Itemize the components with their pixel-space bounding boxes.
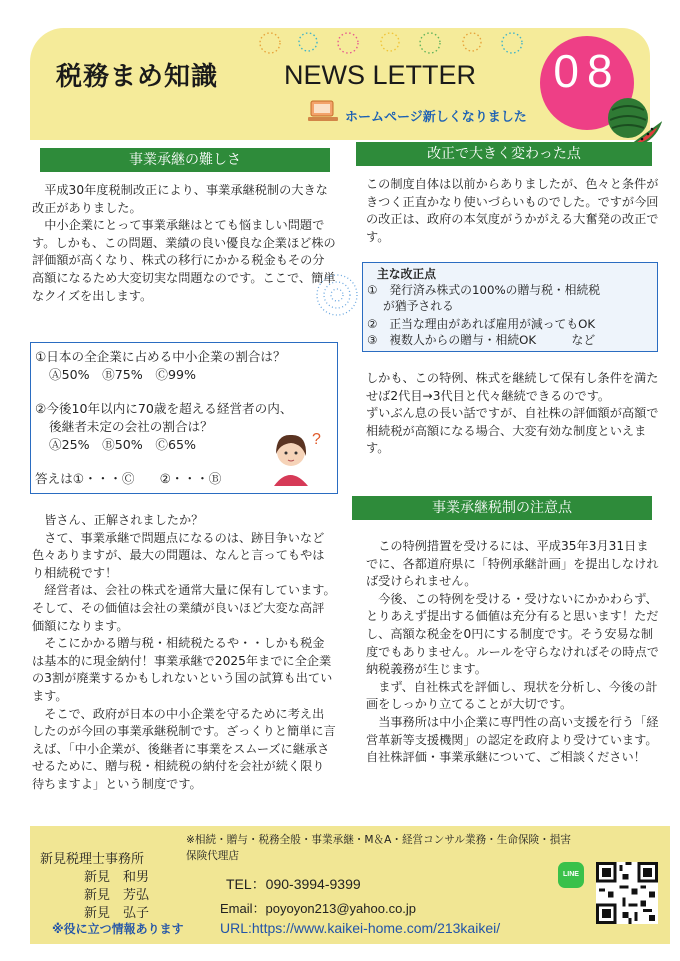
key-change-item-3: ③ 複数人からの贈与・相続OK など — [367, 333, 596, 347]
left-paragraph: さて、事業承継で問題点になるのは、跡目争いなど色々ありますが、最大の問題は、なんと言ってもやはり相続税です！ — [32, 530, 325, 580]
newsletter-title: 税務まめ知識 — [56, 62, 219, 92]
right-paragraph: この制度自体は以前からありましたが、色々と条件がきつく正直かなり使いづらいものでした。ですが今回の改正は、政府の本気度がうかがえる大奮発の改正です。 — [366, 177, 659, 244]
right-paragraph: まず、自社株式を評価し、現状を分析し、今後の計画をしっかり立てることが大切です。 — [366, 679, 658, 712]
fireworks-decoration — [250, 30, 540, 56]
notes-text — [366, 538, 660, 767]
section-heading-changes: 改正で大きく変わった点 — [356, 142, 652, 166]
intro-paragraph: 中小企業にとって事業承継はとても悩ましい問題です。しかも、この問題、業績の良い優良な企業ほど株の評価額が高くなり、株式の移行にかかる税金もその分高額になるため大変切実な問題なのです。ここで、簡単なクイズを出します。 — [32, 218, 336, 303]
key-change-item-2: ② 正当な理由があれば雇用が減ってもOK — [367, 317, 596, 331]
intro-text — [32, 182, 336, 305]
quiz-question-1: ①日本の全企業に占める中小企業の割合は？ — [35, 349, 286, 364]
website-link[interactable]: URL:https://www.kaikei-home.com/213kaikei/ — [220, 920, 501, 936]
qr-code — [596, 862, 658, 924]
services-list-cont: 保険代理店 — [186, 850, 239, 862]
fireworks-decoration — [312, 270, 362, 320]
right-paragraph: 今後、この特例を受ける・受けないにかかわらず、とりあえず提出する価値は充分有ると思います！ただし、高額な税金を0円にする制度です。そう安易な制度でもありません。ルールを守らなければその時点で納税義務が生じます。 — [366, 591, 659, 677]
office-name: 新見税理士事務所 — [40, 852, 145, 867]
key-changes-heading: 主な改正点 — [377, 267, 436, 281]
left-paragraph: そこにかかる贈与税・相続税たるや・・しかも税金は基本的に現金納付！事業承継で2025年までに全企業の3割が廃業するかもしれないという国の試算も出ています。 — [32, 636, 333, 703]
right-paragraph: ずいぶん息の長い話ですが、自社株の評価額が高額で相続税が高額になる場合、大変有効な制度といえます。 — [366, 406, 659, 456]
right-paragraph: 当事務所は中小企業に専門性の高い支援を行う「経営革新等支援機関」の認定を政府より受けています。自社株評価・事業承継について、ご相談ください！ — [366, 714, 659, 765]
left-paragraph: 経営者は、会社の株式を通常大量に保有しています。そして、その価値は会社の業績が良いほど大変な高評価額になります。 — [32, 583, 336, 633]
left-paragraph: 皆さん、正解されましたか？ — [44, 513, 204, 527]
main-text-left — [32, 512, 336, 794]
right-paragraph: しかも、この特例、株式を継続して保有し条件を満たせば2代目→3代目と代々継続できるのです。 — [366, 371, 659, 403]
section-heading-notes: 事業承継税制の注意点 — [352, 496, 652, 520]
quiz-options-2: Ⓐ25% Ⓑ50% Ⓒ65% — [49, 437, 196, 452]
services-list: ※相続・贈与・税務全般・事業承継・M＆A・経営コンサル業務・生命保険・損害 — [186, 834, 571, 846]
tagline: ※役に立つ情報あります — [52, 922, 184, 936]
watermelon-icon — [604, 94, 662, 148]
quiz-question-2-cont: 後継者未定の会社の割合は？ — [49, 419, 213, 434]
line-label: LINE — [563, 871, 579, 878]
quiz-answer: 答えは①・・・Ⓒ ②・・・Ⓑ — [35, 471, 222, 486]
key-change-item-1-cont: が猶予される — [383, 299, 454, 313]
phone-number[interactable]: TEL：090-3994-9399 — [226, 876, 361, 892]
staff-name: 新見 芳弘 — [84, 888, 150, 903]
special-case-text — [366, 370, 660, 458]
email-address[interactable]: Email：poyoyon213@yahoo.co.jp — [220, 901, 417, 916]
staff-name: 新見 弘子 — [84, 906, 150, 921]
section-heading-difficulty: 事業承継の難しさ — [40, 148, 330, 172]
computer-icon — [308, 100, 338, 122]
quiz-question-2: ②今後10年以内に70歳を超える経営者の内、 — [35, 401, 293, 416]
newsletter-label: NEWS LETTER — [284, 60, 477, 90]
quiz-options-1: Ⓐ50% Ⓑ75% Ⓒ99% — [49, 367, 196, 382]
left-paragraph: そこで、政府が日本の中小企業を守るために考え出したのが今回の事業承継税制です。ざっくりと簡単に言えば、「中小企業が、後継者に事業をスムーズに継承させるために、贈与税・相続税の納付を会社が続く限り待ちますよ」という制度です。 — [32, 706, 336, 791]
thinking-woman-illustration — [254, 424, 332, 490]
staff-name: 新見 和男 — [84, 870, 150, 885]
key-change-item-1: ① 発行済み株式の100%の贈与税・相続税 — [367, 283, 601, 297]
intro-paragraph: 平成30年度税制改正により、事業承継税制の大きな改正がありました。 — [32, 183, 328, 215]
homepage-announcement: ホームページ新しくなりました — [345, 110, 527, 125]
issue-number: 08 — [553, 45, 621, 97]
line-app-icon[interactable] — [558, 862, 584, 888]
key-changes-box — [362, 262, 658, 352]
changes-text — [366, 176, 660, 246]
right-paragraph: この特例措置を受けるには、平成35年3月31日までに、各都道府県に「特例承継計画」を提出しなければ受けられません。 — [366, 539, 659, 589]
svg-text:?: ? — [312, 431, 321, 448]
